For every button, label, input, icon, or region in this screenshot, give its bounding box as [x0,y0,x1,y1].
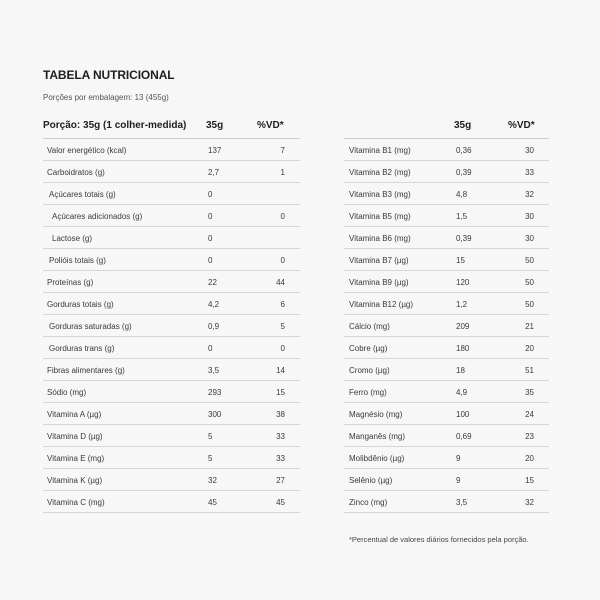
nutrient-daily-value: 33 [276,432,285,441]
servings-per-package: Porções por embalagem: 13 (455g) [43,93,169,102]
nutrient-daily-value: 38 [276,410,285,419]
nutrient-amount: 4,8 [456,190,468,199]
nutrient-amount: 0 [208,190,213,199]
table-row [43,249,300,271]
nutrient-daily-value: 33 [525,168,534,177]
nutrient-daily-value: 50 [525,300,534,309]
nutrient-name: Vitamina B1 (mg) [349,146,411,155]
nutrient-name: Vitamina B2 (mg) [349,168,411,177]
nutrient-amount: 5 [208,454,213,463]
nutrient-daily-value: 23 [525,432,534,441]
table-row [43,161,300,183]
nutrient-daily-value: 0 [280,212,285,221]
nutrient-daily-value: 35 [525,388,534,397]
nutrient-daily-value: 30 [525,234,534,243]
nutrient-name: Vitamina B3 (mg) [349,190,411,199]
nutrient-amount: 2,7 [208,168,220,177]
nutrient-daily-value: 0 [280,256,285,265]
nutrient-name: Sódio (mg) [47,388,87,397]
nutrient-amount: 1,5 [456,212,468,221]
table-row [344,183,549,205]
nutrient-name: Carboidratos (g) [47,168,105,177]
nutrient-amount: 0 [208,256,213,265]
nutrient-amount: 32 [208,476,217,485]
nutrient-amount: 120 [456,278,470,287]
nutrient-name: Gorduras trans (g) [49,344,115,353]
table-row [344,447,549,469]
table-row [43,491,300,513]
nutrient-name: Vitamina B12 (µg) [349,300,414,309]
table-row [344,337,549,359]
nutrient-name: Vitamina B9 (µg) [349,278,409,287]
nutrient-name: Vitamina B6 (mg) [349,234,411,243]
nutrient-amount: 1,2 [456,300,468,309]
table-row [344,469,549,491]
table-row [43,359,300,381]
nutrient-daily-value: 20 [525,454,534,463]
nutrient-name: Valor energético (kcal) [47,146,127,155]
nutrition-table-right [344,116,549,513]
table-header [344,116,549,139]
nutrient-amount: 4,2 [208,300,220,309]
nutrition-table-left [43,116,300,513]
table-row [344,205,549,227]
nutrient-daily-value: 32 [525,498,534,507]
amount-header: 35g [206,120,224,131]
nutrient-amount: 15 [456,256,465,265]
nutrient-daily-value: 6 [280,300,285,309]
nutrient-name: Cálcio (mg) [349,322,390,331]
page-title: TABELA NUTRICIONAL [43,68,175,82]
nutrient-daily-value: 24 [525,410,534,419]
table-row [43,227,300,249]
nutrient-name: Vitamina D (µg) [47,432,103,441]
nutrient-name: Zinco (mg) [349,498,388,507]
nutrient-daily-value: 15 [276,388,285,397]
portion-header: Porção: 35g (1 colher-medida) [43,120,187,131]
nutrient-amount: 0,39 [456,234,472,243]
nutrient-daily-value: 50 [525,278,534,287]
footnote: *Percentual de valores diários fornecidos pela porção. [349,535,529,544]
table-row [43,271,300,293]
daily-value-header: %VD* [257,120,284,131]
table-row [43,469,300,491]
table-row [43,337,300,359]
nutrient-name: Molibdênio (µg) [349,454,405,463]
nutrient-name: Vitamina B5 (mg) [349,212,411,221]
table-row [344,425,549,447]
nutrient-name: Cobre (µg) [349,344,388,353]
nutrient-daily-value: 21 [525,322,534,331]
nutrient-name: Ferro (mg) [349,388,387,397]
nutrient-daily-value: 50 [525,256,534,265]
table-header [43,116,300,139]
table-row [344,293,549,315]
nutrient-name: Açúcares adicionados (g) [52,212,143,221]
table-row [344,403,549,425]
table-row [43,139,300,161]
nutrient-daily-value: 27 [276,476,285,485]
nutrient-name: Vitamina B7 (µg) [349,256,409,265]
nutrient-name: Fibras alimentares (g) [47,366,125,375]
nutrient-name: Vitamina C (mg) [47,498,105,507]
nutrient-name: Vitamina A (µg) [47,410,102,419]
table-row [43,403,300,425]
nutrient-amount: 209 [456,322,470,331]
nutrient-name: Polióis totais (g) [49,256,106,265]
table-row [344,491,549,513]
table-row [43,425,300,447]
table-row [43,293,300,315]
table-row [344,381,549,403]
nutrient-amount: 9 [456,476,461,485]
table-row [344,315,549,337]
nutrient-amount: 3,5 [208,366,220,375]
nutrient-amount: 0,39 [456,168,472,177]
table-row [344,271,549,293]
nutrient-daily-value: 5 [280,322,285,331]
nutrient-daily-value: 7 [280,146,285,155]
nutrient-amount: 22 [208,278,217,287]
nutrient-amount: 300 [208,410,222,419]
nutrient-daily-value: 44 [276,278,285,287]
nutrient-name: Gorduras totais (g) [47,300,114,309]
table-row [43,183,300,205]
nutrient-daily-value: 45 [276,498,285,507]
nutrient-name: Selênio (µg) [349,476,393,485]
nutrient-name: Lactose (g) [52,234,93,243]
nutrient-amount: 293 [208,388,222,397]
amount-header: 35g [454,120,472,131]
table-row [344,359,549,381]
table-row [43,315,300,337]
nutrient-name: Vitamina K (µg) [47,476,103,485]
table-row [344,161,549,183]
nutrient-daily-value: 51 [525,366,534,375]
nutrient-amount: 0 [208,212,213,221]
nutrient-name: Manganês (mg) [349,432,406,441]
nutrient-amount: 4,9 [456,388,468,397]
nutrient-name: Magnésio (mg) [349,410,403,419]
nutrient-daily-value: 0 [280,344,285,353]
nutrient-amount: 9 [456,454,461,463]
nutrient-daily-value: 32 [525,190,534,199]
nutrient-daily-value: 30 [525,212,534,221]
nutrient-amount: 180 [456,344,470,353]
nutrient-amount: 0,9 [208,322,220,331]
table-row [43,447,300,469]
nutrient-name: Cromo (µg) [349,366,390,375]
nutrient-name: Proteínas (g) [47,278,94,287]
nutrient-daily-value: 33 [276,454,285,463]
nutrient-amount: 3,5 [456,498,468,507]
table-row [43,381,300,403]
nutrient-daily-value: 20 [525,344,534,353]
nutrient-daily-value: 15 [525,476,534,485]
nutrient-amount: 100 [456,410,470,419]
nutrient-name: Gorduras saturadas (g) [49,322,132,331]
nutrient-daily-value: 1 [280,168,285,177]
nutrient-daily-value: 14 [276,366,285,375]
nutrient-amount: 0,36 [456,146,472,155]
nutrient-amount: 18 [456,366,465,375]
daily-value-header: %VD* [508,120,535,131]
nutrient-amount: 0 [208,344,213,353]
nutrient-name: Vitamina E (mg) [47,454,105,463]
nutrient-amount: 0,69 [456,432,472,441]
nutrient-amount: 0 [208,234,213,243]
nutrient-amount: 137 [208,146,222,155]
nutrient-daily-value: 30 [525,146,534,155]
table-row [344,249,549,271]
nutrient-amount: 45 [208,498,217,507]
nutrient-amount: 5 [208,432,213,441]
table-row [43,205,300,227]
table-row [344,227,549,249]
table-row [344,139,549,161]
nutrient-name: Açúcares totais (g) [49,190,116,199]
